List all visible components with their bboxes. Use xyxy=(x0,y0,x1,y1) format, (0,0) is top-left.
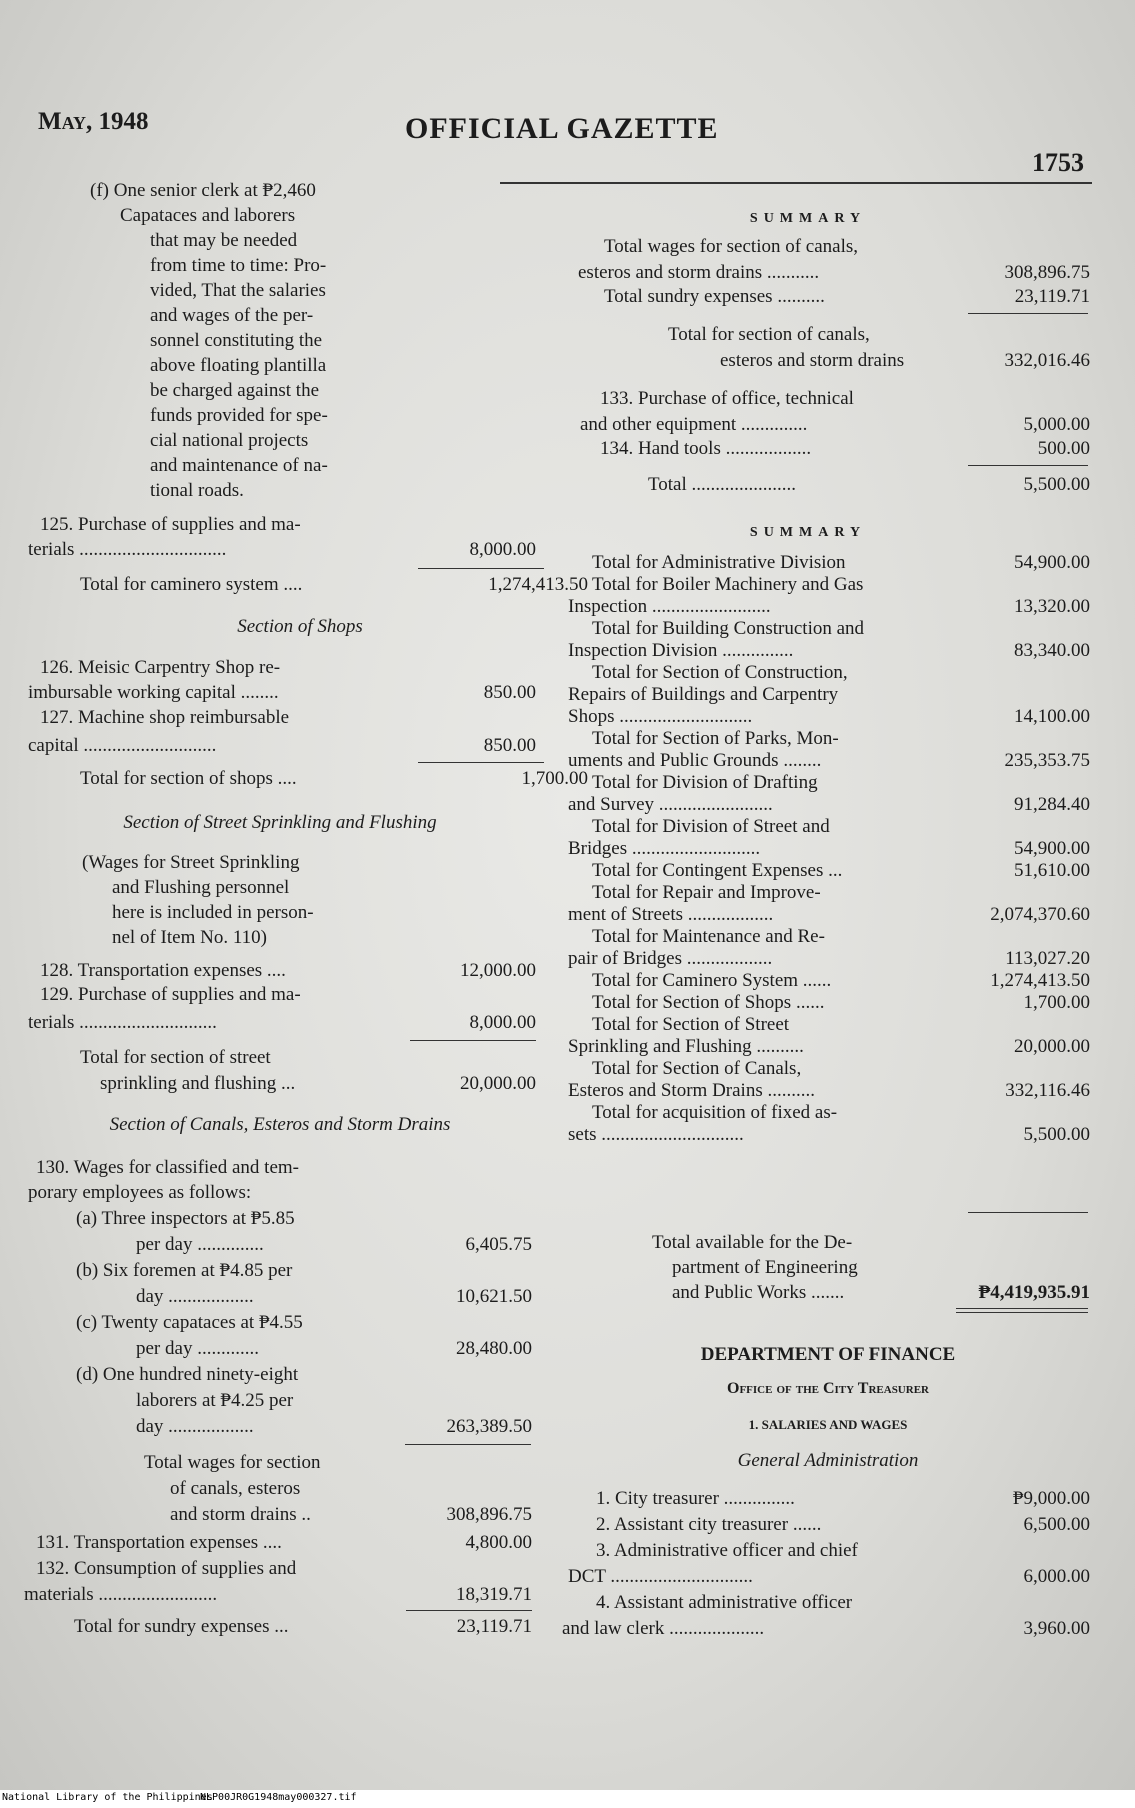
fin-3-line2: DCT .............................. xyxy=(568,1566,753,1587)
street-total-line1: Total for section of street xyxy=(80,1047,271,1068)
caminero-total-label: Total for caminero system .... xyxy=(80,574,303,595)
dept-finance-heading: DEPARTMENT OF FINANCE xyxy=(700,1344,956,1365)
s1-wages-amount: 308,896.75 xyxy=(1004,262,1090,283)
total-label: Total ...................... xyxy=(648,474,797,495)
shops-total-amount: 1,700.00 xyxy=(521,768,588,789)
summary-row-label: sets .............................. xyxy=(568,1124,744,1145)
item-131-row xyxy=(36,1530,532,1555)
s1-sundry-row xyxy=(604,284,1090,309)
wages-total-amount: 308,896.75 xyxy=(446,1504,532,1525)
wage-d-row xyxy=(136,1414,532,1439)
summary-row-line xyxy=(568,1122,1090,1147)
item-127-line2: capital ............................ xyxy=(28,735,217,756)
fin-4-line1: 4. Assistant administrative officer xyxy=(596,1592,853,1613)
floating-line: sonnel constituting the xyxy=(150,330,323,351)
fin-1-row xyxy=(596,1486,1090,1511)
street-total-row xyxy=(100,1071,536,1096)
summary-row-amount: 51,610.00 xyxy=(1014,860,1090,881)
floating-line: (f) One senior clerk at ₱2,460 xyxy=(90,180,316,201)
rule xyxy=(968,465,1088,466)
summary-heading-1: SUMMARY xyxy=(749,211,867,226)
summary-row-amount: 83,340.00 xyxy=(1014,640,1090,661)
shops-heading: Section of Shops xyxy=(237,616,363,637)
item-132-line1: 132. Consumption of supplies and xyxy=(36,1558,297,1579)
wage-b-amount: 10,621.50 xyxy=(456,1286,532,1307)
fin-4-amount: 3,960.00 xyxy=(1023,1618,1090,1639)
double-rule xyxy=(956,1308,1088,1313)
item-134-label: 134. Hand tools .................. xyxy=(600,438,812,459)
wage-d-line3: day .................. xyxy=(136,1416,254,1437)
summary-row-amount: 54,900.00 xyxy=(1014,552,1090,573)
summary-row-amount: 1,700.00 xyxy=(1023,992,1090,1013)
salaries-heading: 1. SALARIES AND WAGES xyxy=(748,1417,908,1432)
street-note-3: here is included in person- xyxy=(112,902,314,923)
floating-line: and wages of the per- xyxy=(150,305,314,326)
sundry-total-amount: 23,119.71 xyxy=(456,1616,532,1637)
item-131-label: 131. Transportation expenses .... xyxy=(36,1532,282,1553)
grand-total-line2: partment of Engineering xyxy=(672,1257,858,1278)
floating-line: above floating plantilla xyxy=(150,355,327,376)
summary-row-label: Total for acquisition of fixed as- xyxy=(592,1102,838,1123)
item-129-line1: 129. Purchase of supplies and ma- xyxy=(40,984,301,1005)
floating-line: and maintenance of na- xyxy=(150,455,328,476)
fin-1-amount: ₱9,000.00 xyxy=(1012,1488,1090,1509)
summary-row-label: Total for Section of Parks, Mon- xyxy=(592,728,839,749)
summary-row-label: Inspection ......................... xyxy=(568,596,771,617)
rule xyxy=(418,568,544,569)
item-125-amount: 8,000.00 xyxy=(469,539,536,560)
item-129-row xyxy=(28,1010,536,1035)
s1-total-line2: esteros and storm drains xyxy=(720,350,905,371)
fin-2-row xyxy=(596,1512,1090,1537)
item-131-amount: 4,800.00 xyxy=(465,1532,532,1553)
header-title: OFFICIAL GAZETTE xyxy=(405,112,719,145)
summary-row-label: Total for Division of Drafting xyxy=(592,772,818,793)
wage-a-line1: (a) Three inspectors at ₱5.85 xyxy=(76,1208,295,1229)
header-rule xyxy=(500,182,1092,184)
wage-c-amount: 28,480.00 xyxy=(456,1338,532,1359)
wage-b-line1: (b) Six foremen at ₱4.85 per xyxy=(76,1260,293,1281)
item-133-amount: 5,000.00 xyxy=(1023,414,1090,435)
item-133-line2: and other equipment .............. xyxy=(580,414,808,435)
shops-total-label: Total for section of shops .... xyxy=(80,768,297,789)
floating-line: Capataces and laborers xyxy=(120,205,296,226)
caminero-total-row xyxy=(80,572,588,597)
summary-row-label: Total for Maintenance and Re- xyxy=(592,926,825,947)
wage-d-line2: laborers at ₱4.25 per xyxy=(136,1390,294,1411)
wage-a-line2: per day .............. xyxy=(136,1234,264,1255)
item-125-row xyxy=(28,537,536,562)
street-note-1: (Wages for Street Sprinkling xyxy=(82,852,300,873)
shops-total-row xyxy=(80,766,588,791)
caminero-total-amount: 1,274,413.50 xyxy=(488,574,588,595)
grand-total-row xyxy=(672,1280,1090,1305)
fin-2-amount: 6,500.00 xyxy=(1023,1514,1090,1535)
item-130-line2: porary employees as follows: xyxy=(28,1182,252,1203)
summary-row-amount: 235,353.75 xyxy=(1004,750,1090,771)
summary-row-amount: 113,027.20 xyxy=(1005,948,1090,969)
wage-c-line2: per day ............. xyxy=(136,1338,259,1359)
s1-wages-row xyxy=(578,260,1090,285)
street-heading: Section of Street Sprinkling and Flushing xyxy=(123,812,437,833)
scan-footer xyxy=(0,1790,1135,1808)
floating-line: be charged against the xyxy=(150,380,319,401)
summary-row-label: pair of Bridges .................. xyxy=(568,948,773,969)
s1-total-amount: 332,016.46 xyxy=(1004,350,1090,371)
wage-b-line2: day .................. xyxy=(136,1286,254,1307)
summary-row-label: and Survey ........................ xyxy=(568,794,773,815)
wage-d-line1: (d) One hundred ninety-eight xyxy=(76,1364,299,1385)
rule xyxy=(418,762,544,763)
item-132-line2: materials ......................... xyxy=(24,1584,218,1605)
item-126-line2: imbursable working capital ........ xyxy=(28,682,279,703)
floating-line: from time to time: Pro- xyxy=(150,255,327,276)
page-number: 1753 xyxy=(1032,148,1084,177)
rule xyxy=(968,1212,1088,1213)
street-note-4: nel of Item No. 110) xyxy=(112,927,267,948)
street-total-amount: 20,000.00 xyxy=(460,1073,536,1094)
fin-3-row xyxy=(568,1564,1090,1589)
street-note-2: and Flushing personnel xyxy=(112,877,290,898)
footer-file: NLP00JR0G1948may000327.tif xyxy=(200,1792,357,1803)
s1-total-line1: Total for section of canals, xyxy=(668,324,870,345)
rule xyxy=(410,1040,536,1041)
item-129-line2: terials ............................. xyxy=(28,1012,217,1033)
summary-row-label: Total for Caminero System ...... xyxy=(592,970,832,991)
office-heading: Office of the City Treasurer xyxy=(727,1380,929,1397)
fin-4-row xyxy=(562,1616,1090,1641)
summary-row-label: Shops ............................ xyxy=(568,706,753,727)
summary-row-amount: 54,900.00 xyxy=(1014,838,1090,859)
item-127-row xyxy=(28,733,536,758)
summary-row-amount: 1,274,413.50 xyxy=(990,970,1090,991)
item-126-line1: 126. Meisic Carpentry Shop re- xyxy=(40,657,281,678)
item-132-row xyxy=(24,1582,532,1607)
wage-b-row xyxy=(136,1284,532,1309)
item-125-line1: 125. Purchase of supplies and ma- xyxy=(40,514,301,535)
general-admin-heading: General Administration xyxy=(737,1450,919,1471)
item-127-line1: 127. Machine shop reimbursable xyxy=(40,707,290,728)
wage-c-row xyxy=(136,1336,532,1361)
summary-row-label: Total for Repair and Improve- xyxy=(592,882,821,903)
item-129-amount: 8,000.00 xyxy=(469,1012,536,1033)
summary-row-label: Total for Section of Street xyxy=(592,1014,790,1035)
sundry-total-label: Total for sundry expenses ... xyxy=(74,1616,289,1637)
rule xyxy=(406,1610,532,1611)
s1-sundry-amount: 23,119.71 xyxy=(1014,286,1090,307)
canals-heading: Section of Canals, Esteros and Storm Drains xyxy=(109,1114,451,1135)
summary-row-label: Total for Contingent Expenses ... xyxy=(592,860,843,881)
floating-line: that may be needed xyxy=(150,230,298,251)
summary-row-label: Total for Boiler Machinery and Gas xyxy=(592,574,864,595)
summary-row-label: Bridges ........................... xyxy=(568,838,761,859)
item-125-line2: terials ............................... xyxy=(28,539,227,560)
summary-row-label: ment of Streets .................. xyxy=(568,904,774,925)
summary-row-amount: 5,500.00 xyxy=(1023,1124,1090,1145)
item-134-row xyxy=(600,436,1090,461)
grand-total-line3: and Public Works ....... xyxy=(672,1282,845,1303)
item-133-row xyxy=(580,412,1090,437)
item-128-row xyxy=(40,958,536,983)
wage-a-row xyxy=(136,1232,532,1257)
summary-heading-2: SUMMARY xyxy=(749,525,867,540)
summary-row-label: Total for Section of Shops ...... xyxy=(592,992,825,1013)
summary-row-label: Total for Section of Construction, xyxy=(592,662,848,683)
s1-total-row xyxy=(720,348,1090,373)
floating-line: tional roads. xyxy=(150,480,244,501)
footer-library: National Library of the Philippines xyxy=(2,1792,213,1803)
summary-row-amount: 91,284.40 xyxy=(1014,794,1090,815)
wages-total-line1: Total wages for section xyxy=(144,1452,321,1473)
s1-wages-line1: Total wages for section of canals, xyxy=(604,236,859,257)
total-amount: 5,500.00 xyxy=(1023,474,1090,495)
item-130-line1: 130. Wages for classified and tem- xyxy=(36,1157,299,1178)
fin-3-amount: 6,000.00 xyxy=(1023,1566,1090,1587)
item-126-row xyxy=(28,680,536,705)
grand-total-amount: ₱4,419,935.91 xyxy=(978,1282,1090,1303)
item-132-amount: 18,319.71 xyxy=(456,1584,532,1605)
summary-row-amount: 2,074,370.60 xyxy=(990,904,1090,925)
wage-c-line1: (c) Twenty capataces at ₱4.55 xyxy=(76,1312,303,1333)
wages-total-line3: and storm drains .. xyxy=(170,1504,311,1525)
floating-line: cial national projects xyxy=(150,430,309,451)
header-date: May, 1948 xyxy=(38,108,149,135)
item-126-amount: 850.00 xyxy=(483,682,536,703)
grand-total-line1: Total available for the De- xyxy=(652,1232,853,1253)
total-row xyxy=(648,472,1090,497)
wages-total-row xyxy=(170,1502,532,1527)
fin-2-label: 2. Assistant city treasurer ...... xyxy=(596,1514,822,1535)
summary-row-label: Total for Division of Street and xyxy=(592,816,830,837)
summary-row-label: Repairs of Buildings and Carpentry xyxy=(568,684,839,705)
fin-4-line2: and law clerk .................... xyxy=(562,1618,765,1639)
item-128-amount: 12,000.00 xyxy=(460,960,536,981)
summary-row-amount: 14,100.00 xyxy=(1014,706,1090,727)
item-134-amount: 500.00 xyxy=(1037,438,1090,459)
s1-wages-line2: esteros and storm drains ........... xyxy=(578,262,820,283)
fin-3-line1: 3. Administrative officer and chief xyxy=(596,1540,858,1561)
wage-d-amount: 263,389.50 xyxy=(446,1416,532,1437)
summary-row-amount: 13,320.00 xyxy=(1014,596,1090,617)
wages-total-line2: of canals, esteros xyxy=(170,1478,301,1499)
rule xyxy=(405,1444,531,1445)
street-total-line2: sprinkling and flushing ... xyxy=(100,1073,296,1094)
fin-1-label: 1. City treasurer ............... xyxy=(596,1488,795,1509)
wage-a-amount: 6,405.75 xyxy=(465,1234,532,1255)
summary-row-amount: 20,000.00 xyxy=(1014,1036,1090,1057)
summary-row-label: Total for Administrative Division xyxy=(592,552,846,573)
floating-line: vided, That the salaries xyxy=(150,280,326,301)
item-128-label: 128. Transportation expenses .... xyxy=(40,960,286,981)
sundry-total-row xyxy=(74,1614,532,1639)
floating-plantilla-paragraph xyxy=(90,178,450,503)
item-133-line1: 133. Purchase of office, technical xyxy=(600,388,854,409)
item-127-amount: 850.00 xyxy=(483,735,536,756)
rule xyxy=(968,313,1088,314)
summary-row-label: Esteros and Storm Drains .......... xyxy=(568,1080,815,1101)
s1-sundry-label: Total sundry expenses .......... xyxy=(604,286,825,307)
summary-row-label: Inspection Division ............... xyxy=(568,640,794,661)
summary-row-amount: 332,116.46 xyxy=(1005,1080,1090,1101)
summary-row-label: Sprinkling and Flushing .......... xyxy=(568,1036,804,1057)
summary-row-label: uments and Public Grounds ........ xyxy=(568,750,822,771)
summary-row-label: Total for Building Construction and xyxy=(592,618,865,639)
floating-line: funds provided for spe- xyxy=(150,405,328,426)
summary-row-label: Total for Section of Canals, xyxy=(592,1058,802,1079)
